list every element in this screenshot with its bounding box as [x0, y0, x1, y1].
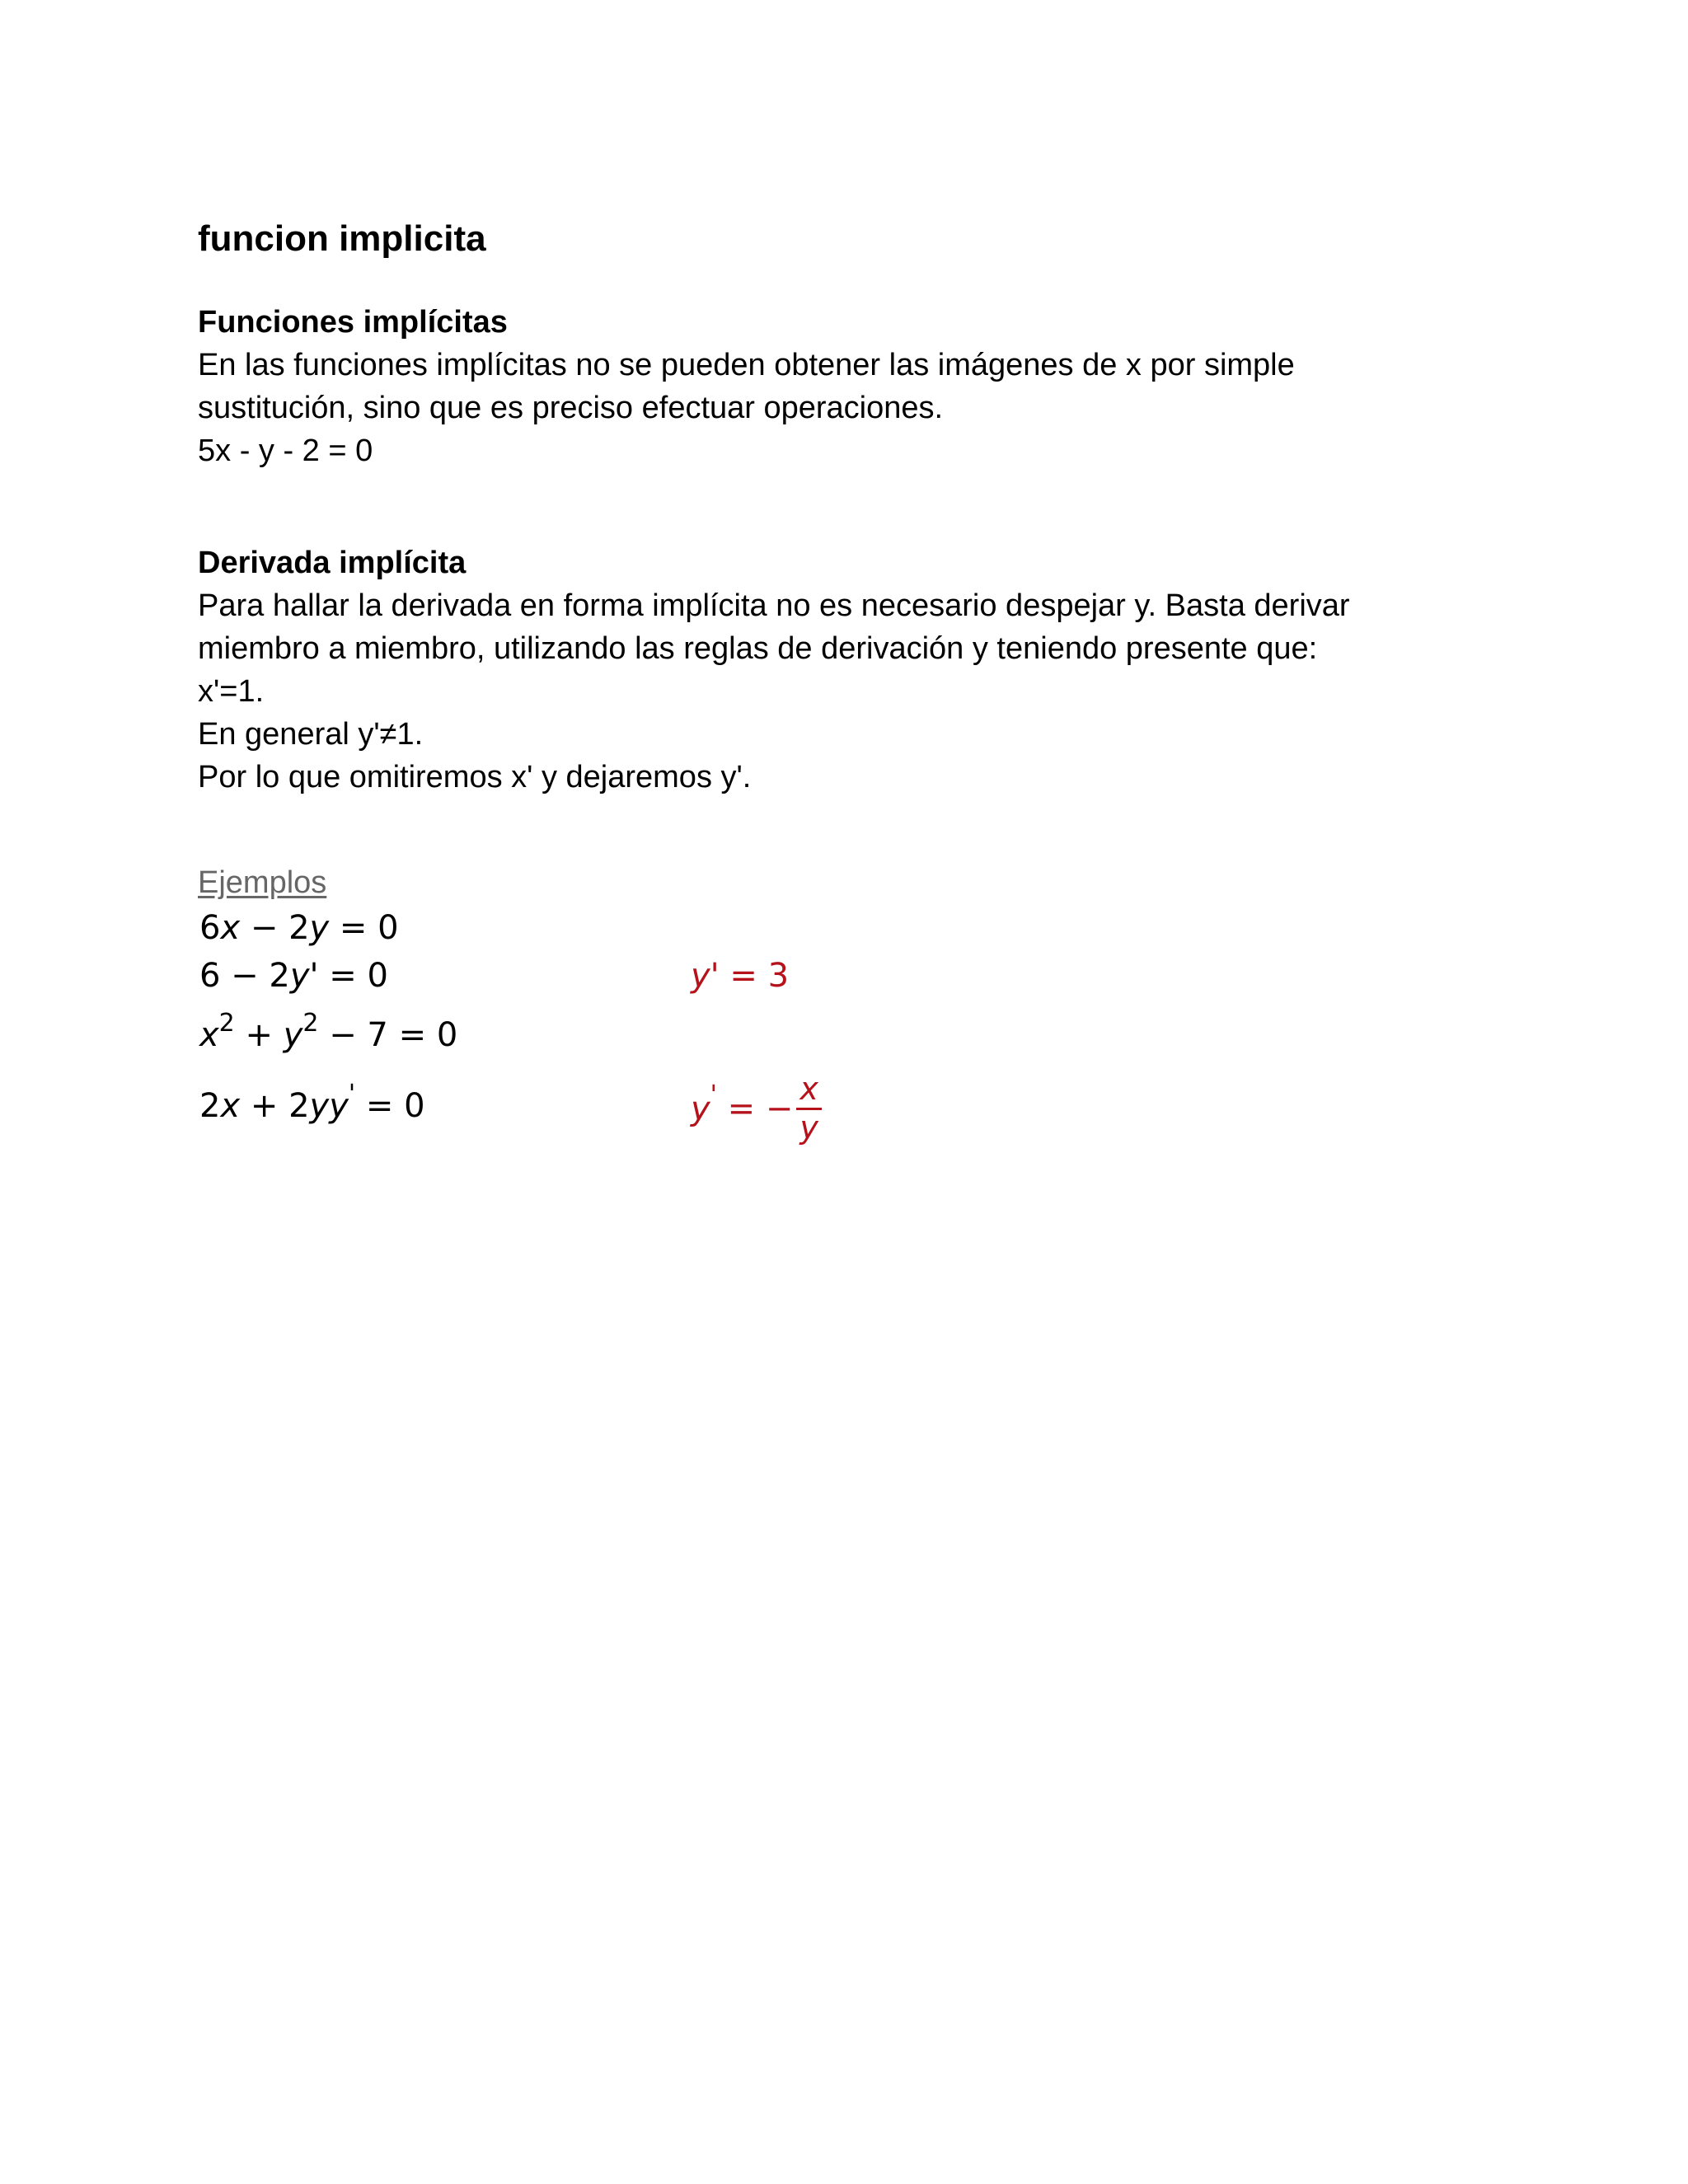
example-equation-1: 6x − 2y = 0	[199, 909, 399, 947]
example-equation-3: $x^2 + y^2 - 7 = 0$	[199, 1008, 458, 1054]
example-equation-2: 6 − 2y' = 0	[199, 957, 388, 995]
example-result-2: y' = 3	[691, 957, 790, 995]
example-result-4: y' = − $\frac{x}{y}$	[691, 1073, 822, 1145]
section-heading-derivada: Derivada implícita	[198, 546, 467, 580]
paragraph-line: En las funciones implícitas no se pueden obtener las imágenes de x por simple	[198, 348, 1295, 382]
equation-line: 5x - y - 2 = 0	[198, 434, 373, 468]
example-equation-4: 2x + 2yy' = 0	[199, 1079, 425, 1125]
paragraph-line: miembro a miembro, utilizando las reglas de derivación y teniendo presente que:	[198, 631, 1318, 666]
page-title: funcion implicita	[198, 218, 486, 259]
paragraph-line: x'=1.	[198, 674, 265, 709]
paragraph-line: En general y'≠1.	[198, 717, 424, 752]
fraction-x-over-y: $\frac{x}{y}$	[796, 1073, 822, 1145]
ejemplos-link[interactable]: Ejemplos	[198, 865, 327, 900]
paragraph-line: Para hallar la derivada en forma implícita no es necesario despejar y. Basta derivar	[198, 588, 1350, 623]
section-heading-funciones: Funciones implícitas	[198, 305, 508, 340]
paragraph-line: sustitución, sino que es preciso efectuar operaciones.	[198, 391, 944, 425]
paragraph-line: Por lo que omitiremos x' y dejaremos y'.	[198, 760, 752, 794]
